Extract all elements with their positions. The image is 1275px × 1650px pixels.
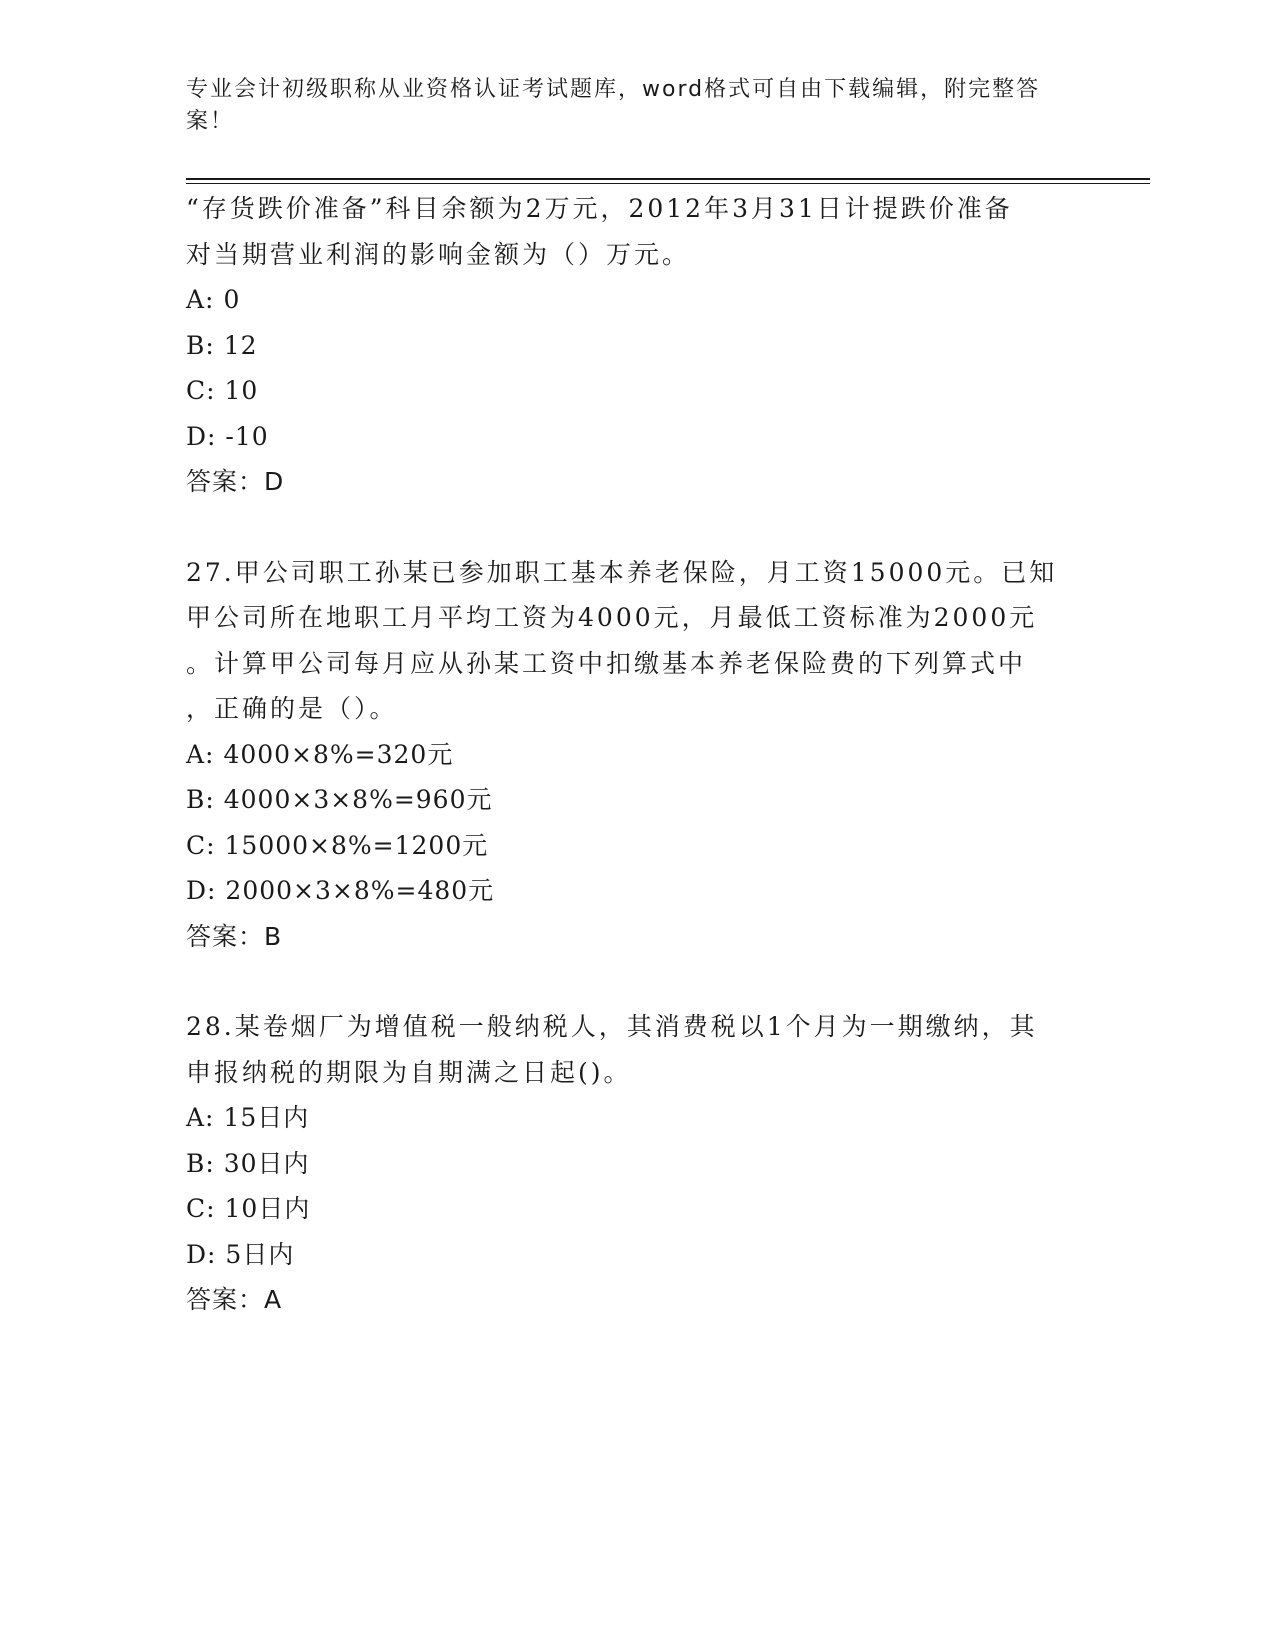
option-a <box>186 1095 1106 1141</box>
option-text: 0 <box>223 285 241 314</box>
document-header: 专业会计初级职称从业资格认证考试题库，word格式可自由下载编辑，附完整答案！ <box>186 77 1041 134</box>
option-text: -10 <box>225 421 269 451</box>
option-c <box>186 368 1106 414</box>
question-stem-line: 。计算甲公司每月应从孙某工资中扣缴基本养老保险费的下列算式中 <box>186 648 1027 678</box>
question-stem-line: 28.某卷烟厂为增值税一般纳税人，其消费税以1个月为一期缴纳，其 <box>186 1012 1038 1041</box>
option-letter: C: <box>186 1194 216 1223</box>
answer-line: 答案：B <box>186 921 283 951</box>
option-text: 5日内 <box>225 1239 295 1269</box>
option-letter: D: <box>186 421 217 451</box>
question-block <box>186 550 1106 960</box>
option-letter: A: <box>186 739 215 769</box>
option-letter: D: <box>186 1239 217 1269</box>
option-d <box>186 1232 1106 1278</box>
header-divider-thin <box>186 183 1150 184</box>
answer-line: 答案：D <box>186 467 285 496</box>
question-stem-line: 27.甲公司职工孙某已参加职工基本养老保险，月工资15000元。已知 <box>186 557 1058 587</box>
question-block <box>186 186 1106 505</box>
question-stem-line: ，正确的是（）。 <box>186 694 398 723</box>
question-list <box>186 186 1106 1323</box>
option-letter: C: <box>186 830 216 860</box>
option-letter: D: <box>186 876 217 905</box>
option-c <box>186 1186 1106 1232</box>
option-text: 2000×3×8%=480元 <box>225 876 495 905</box>
question-stem-line: 申报纳税的期限为自期满之日起()。 <box>186 1057 632 1087</box>
answer-line: 答案：A <box>186 1285 283 1314</box>
option-letter: C: <box>186 376 216 405</box>
option-text: 10 <box>224 376 259 405</box>
option-b <box>186 777 1106 823</box>
option-a <box>186 732 1106 778</box>
question-block <box>186 1004 1106 1323</box>
question-stem-line: “存货跌价准备”科目余额为2万元，2012年3月31日计提跌价准备 <box>186 194 1013 223</box>
question-stem-line: 甲公司所在地职工月平均工资为4000元，月最低工资标准为2000元 <box>186 603 1038 632</box>
question-spacer <box>186 505 1106 550</box>
header-divider-thick <box>186 178 1150 180</box>
option-b <box>186 1141 1106 1187</box>
option-c <box>186 823 1106 869</box>
option-b <box>186 323 1106 369</box>
option-a <box>186 277 1106 323</box>
option-text: 10日内 <box>224 1194 311 1223</box>
question-stem-line: 对当期营业利润的影响金额为（）万元。 <box>186 239 691 269</box>
option-text: 12 <box>223 330 258 360</box>
option-letter: B: <box>186 1148 215 1178</box>
option-letter: A: <box>186 285 215 314</box>
option-letter: B: <box>186 785 215 814</box>
option-d <box>186 868 1106 914</box>
option-text: 15日内 <box>223 1103 310 1132</box>
option-letter: B: <box>186 330 215 360</box>
question-spacer <box>186 959 1106 1004</box>
option-text: 4000×3×8%=960元 <box>223 785 493 814</box>
option-text: 30日内 <box>223 1148 310 1178</box>
option-letter: A: <box>186 1103 215 1132</box>
option-d <box>186 414 1106 460</box>
option-text: 15000×8%=1200元 <box>224 830 489 860</box>
option-text: 4000×8%=320元 <box>223 739 454 769</box>
